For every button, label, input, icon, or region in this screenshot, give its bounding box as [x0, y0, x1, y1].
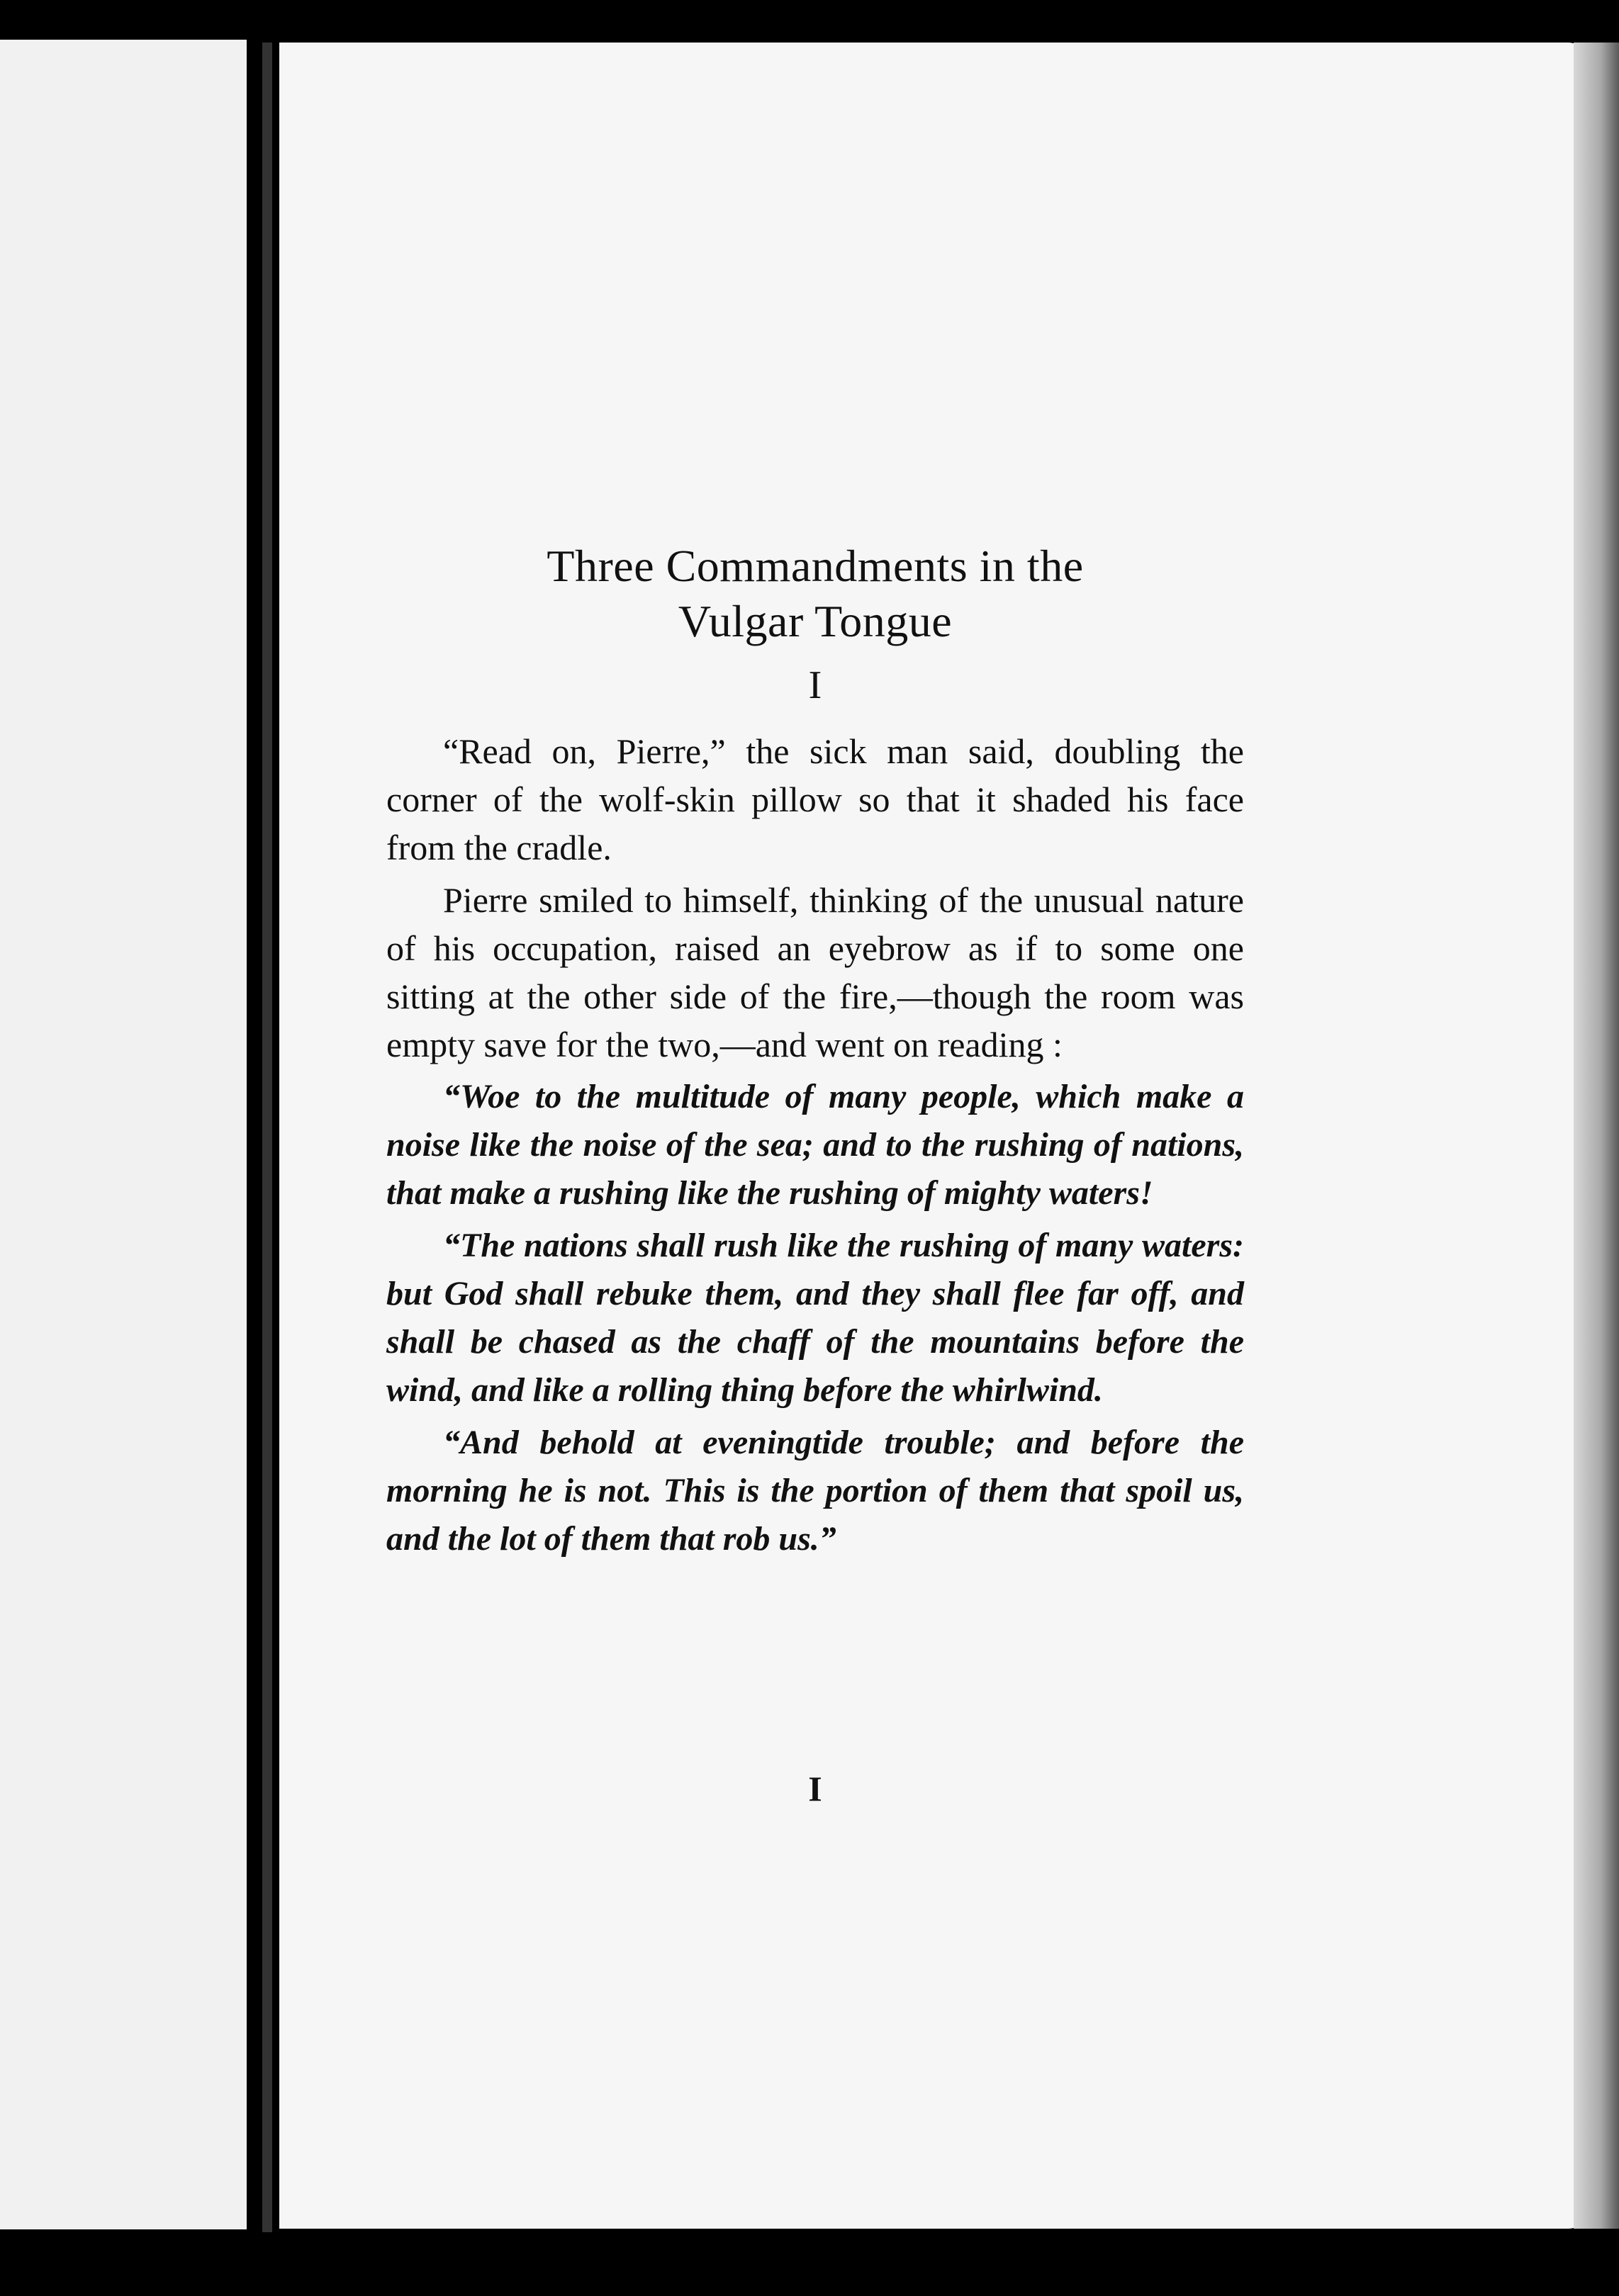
- chapter-title-line-1: Three Commandments in the: [547, 541, 1084, 591]
- paragraph-2: Pierre smiled to himself, thinking of the unusual nature of his occupation, raised an eyebrow as if to some one sitting at the other side of the fire,—though the room was empty save for the two,—and went on reading :: [386, 880, 1244, 1064]
- book-gutter: [262, 43, 272, 2232]
- quote-paragraph-1: “Woe to the multitude of many people, which make a noise like the noise of the sea; and to the rushing of nations, that make a rushing like the rushing of mighty waters!: [386, 1078, 1244, 1212]
- chapter-title-line-2: Vulgar Tongue: [678, 596, 953, 646]
- page-text-block: [386, 539, 1244, 1808]
- quote-paragraph-3: “And behold at eveningtide trouble; and before the morning he is not. This is the portion of them that spoil us, and the lot of them that rob us.”: [386, 1424, 1244, 1558]
- page-edge-shadow: [1574, 43, 1619, 2229]
- page-number: I: [808, 1769, 822, 1808]
- paragraph-1: “Read on, Pierre,” the sick man said, doubling the corner of the wolf-skin pillow so that it shaded his face from the cradle.: [386, 731, 1244, 867]
- chapter-title: [386, 539, 1244, 649]
- left-page: [0, 40, 247, 2229]
- section-numeral: I: [808, 663, 822, 707]
- quote-paragraph-2: “The nations shall rush like the rushing of many waters: but God shall rebuke them, and they shall flee far off, and shall be chased as the chaff of the mountains before the wind, and like a rolling thing before the whirlwind.: [386, 1227, 1244, 1409]
